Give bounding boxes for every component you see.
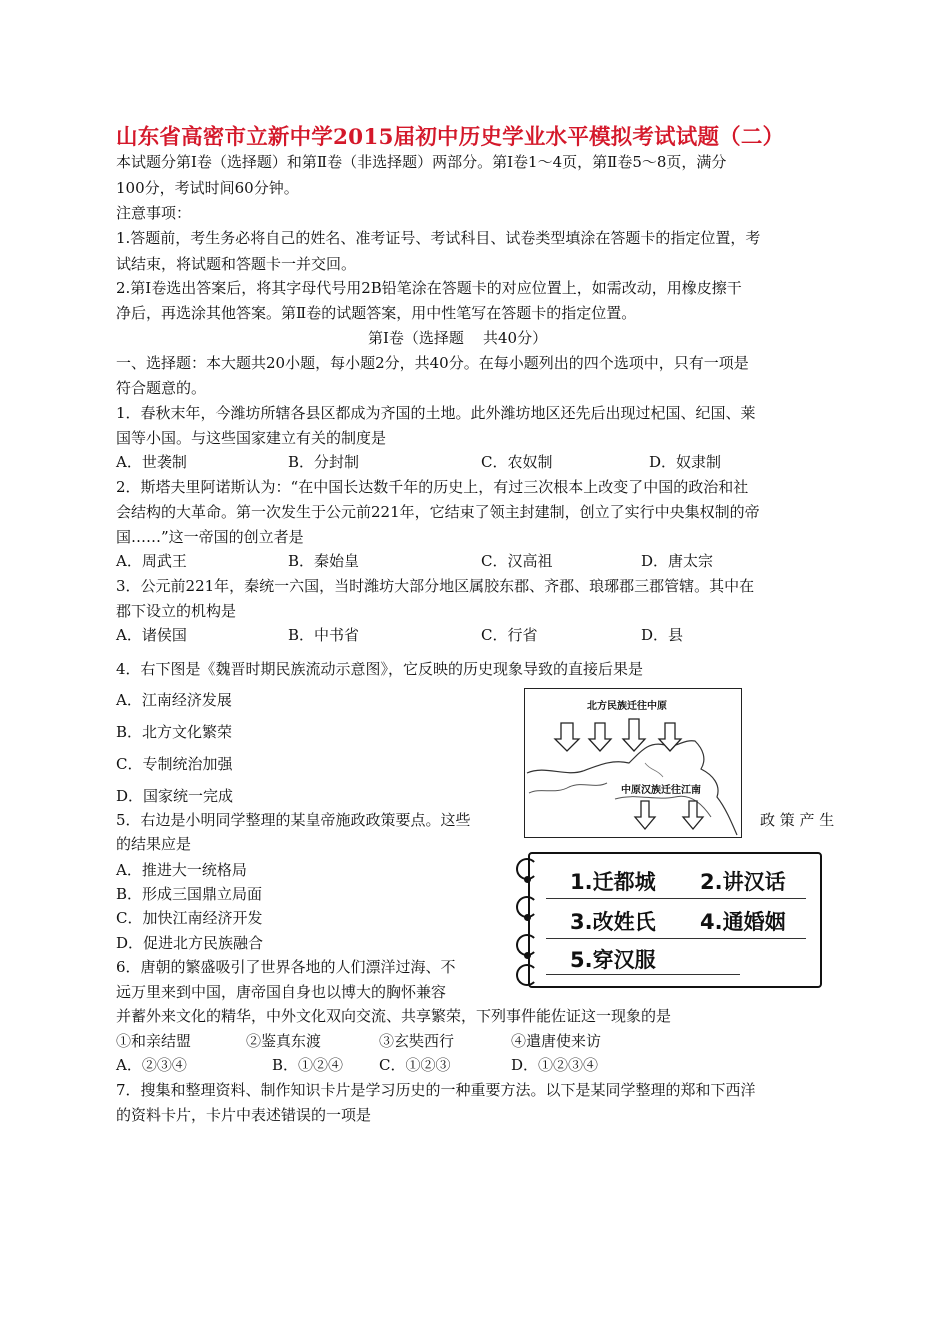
q2-option-b: B．秦始皇 [288, 552, 360, 570]
map-label-south: 中原汉族迁往江南 [621, 785, 701, 796]
q5-option-d: D．促进北方民族融合 [116, 934, 264, 952]
q1-option-c: C．农奴制 [481, 453, 553, 471]
notice-heading: 注意事项： [116, 204, 192, 222]
q3-option-c: C．行省 [481, 626, 538, 644]
policy-card [528, 852, 822, 988]
q4-option-b: B．北方文化繁荣 [116, 723, 233, 741]
card-item: 5.穿汉服 [570, 948, 656, 972]
migration-map [524, 688, 742, 838]
q2-option-a: A．周武王 [116, 552, 187, 570]
q1-option-b: B．分封制 [288, 453, 360, 471]
arrow-down-icon [635, 801, 703, 829]
binder-ring-icon [516, 964, 538, 986]
q5-stem: 的结果应是 [116, 835, 192, 853]
arrow-down-icon [555, 719, 681, 751]
q2-stem: 会结构的大革命。第一次发生于公元前221年，它结束了领主封建制，创立了实行中央集权制的帝 [116, 503, 760, 521]
q6-option-a: A．②③④ [116, 1056, 187, 1074]
q5-option-b: B．形成三国鼎立局面 [116, 885, 263, 903]
intro-line: 100分，考试时间60分钟。 [116, 179, 299, 197]
notice-line: 试结束，将试题和答题卡一并交回。 [116, 255, 357, 273]
q1-option-d: D．奴隶制 [649, 453, 722, 471]
q3-option-b: B．中书省 [288, 626, 360, 644]
card-item: 3.改姓氏 [570, 910, 656, 934]
q3-option-d: D．县 [641, 626, 684, 644]
q2-stem: 2．斯塔夫里阿诺斯认为：“在中国长达数千年的历史上，有过三次根本上改变了中国的政治和社 [116, 478, 749, 496]
q6-option-d: D．①②③④ [511, 1056, 599, 1074]
q2-option-d: D．唐太宗 [641, 552, 714, 570]
q5-stem-right: 政 策 产 生 [760, 811, 835, 829]
intro-line: 本试题分第Ⅰ卷（选择题）和第Ⅱ卷（非选择题）两部分。第Ⅰ卷1～4页，第Ⅱ卷5～8页，满分 [116, 153, 727, 171]
q1-stem: 国等小国。与这些国家建立有关的制度是 [116, 429, 387, 447]
q6-item: ②鉴真东渡 [246, 1032, 322, 1050]
q7-stem: 的资料卡片，卡片中表述错误的一项是 [116, 1106, 372, 1124]
notice-line: 1.答题前，考生务必将自己的姓名、准考证号、考试科目、试卷类型填涂在答题卡的指定位置，考 [116, 229, 761, 247]
q1-option-a: A．世袭制 [116, 453, 187, 471]
q2-option-c: C．汉高祖 [481, 552, 553, 570]
q7-stem: 7．搜集和整理资料、制作知识卡片是学习历史的一种重要方法。以下是某同学整理的郑和下西洋 [116, 1081, 756, 1099]
q4-option-c: C．专制统治加强 [116, 755, 233, 773]
q6-item: ③玄奘西行 [379, 1032, 455, 1050]
q3-stem: 3．公元前221年，秦统一六国，当时潍坊大部分地区属胶东郡、齐郡、琅琊郡三郡管辖。其中在 [116, 577, 755, 595]
section-intro: 符合题意的。 [116, 379, 207, 397]
map-label-north: 北方民族迁往中原 [587, 701, 667, 712]
q6-item: ④遣唐使来访 [511, 1032, 602, 1050]
q4-option-d: D．国家统一完成 [116, 787, 234, 805]
section-heading: 第Ⅰ卷（选择题 共40分） [368, 329, 548, 347]
q2-stem: 国……”这一帝国的创立者是 [116, 528, 304, 546]
page-title: 山东省高密市立新中学2015届初中历史学业水平模拟考试试题（二） [116, 125, 785, 150]
q3-option-a: A．诸侯国 [116, 626, 187, 644]
q6-option-b: B．①②④ [272, 1056, 344, 1074]
notice-line: 净后，再选涂其他答案。第Ⅱ卷的试题答案，用中性笔写在答题卡的指定位置。 [116, 304, 637, 322]
section-intro: 一、选择题：本大题共20小题，每小题2分，共40分。在每小题列出的四个选项中，只有一项是 [116, 354, 749, 372]
card-item: 2.讲汉话 [700, 870, 786, 894]
q6-item: ①和亲结盟 [116, 1032, 192, 1050]
map-drawing [525, 689, 741, 837]
q5-option-a: A．推进大一统格局 [116, 861, 247, 879]
notice-line: 2.第Ⅰ卷选出答案后，将其字母代号用2B铅笔涂在答题卡的对应位置上，如需改动，用橡皮擦干 [116, 279, 742, 297]
q5-option-c: C．加快江南经济开发 [116, 909, 263, 927]
q3-stem: 郡下设立的机构是 [116, 602, 237, 620]
q6-stem: 6．唐朝的繁盛吸引了世界各地的人们漂洋过海、不 [116, 958, 456, 976]
q4-option-a: A．江南经济发展 [116, 691, 232, 709]
q6-option-c: C．①②③ [379, 1056, 451, 1074]
q1-stem: 1．春秋末年，今潍坊所辖各县区都成为齐国的土地。此外潍坊地区还先后出现过杞国、纪国、莱 [116, 404, 756, 422]
q6-stem: 远万里来到中国，唐帝国自身也以博大的胸怀兼容 [116, 983, 447, 1001]
card-item: 1.迁都城 [570, 870, 656, 894]
q6-stem: 并蓄外来文化的精华，中外文化双向交流、共享繁荣，下列事件能佐证这一现象的是 [116, 1007, 672, 1025]
q4-stem: 4．右下图是《魏晋时期民族流动示意图》，它反映的历史现象导致的直接后果是 [116, 660, 644, 678]
card-item: 4.通婚姻 [700, 910, 786, 934]
q5-stem: 5．右边是小明同学整理的某皇帝施政政策要点。这些 [116, 811, 471, 829]
